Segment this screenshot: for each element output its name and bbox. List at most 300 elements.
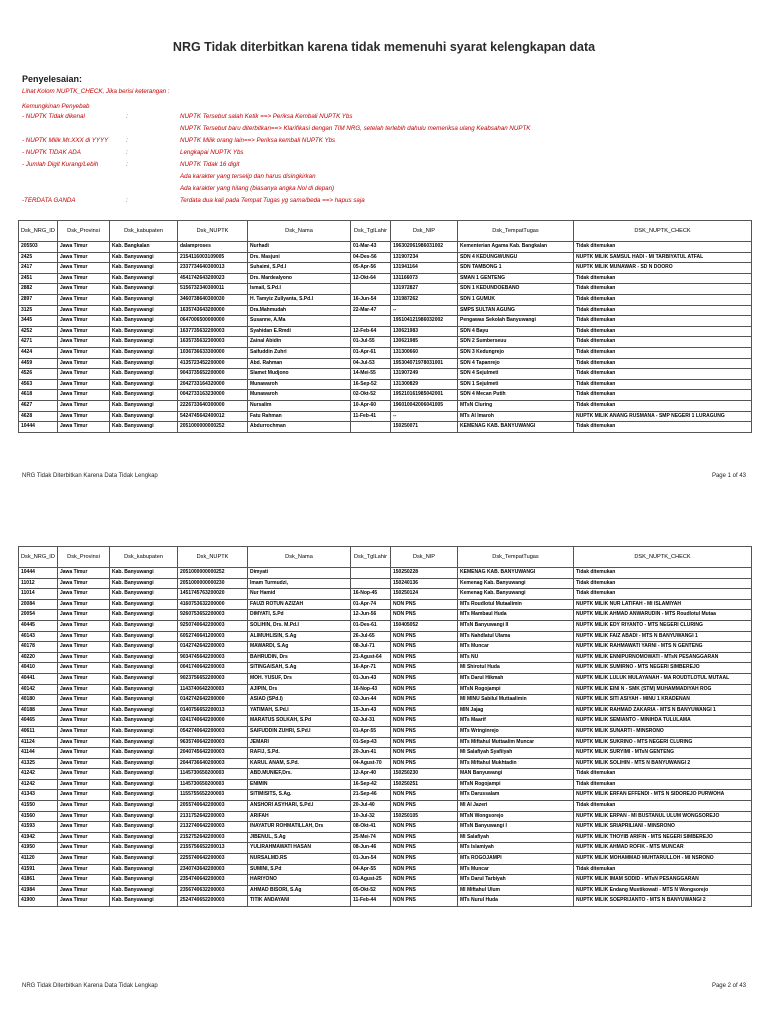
table-row	[19, 379, 752, 390]
table-cell: NURSALMD.RS	[248, 854, 351, 865]
table-cell: 11-Feb-41	[351, 411, 391, 422]
table-cell: 01-Agust-25	[351, 875, 391, 886]
table-cell: KARUL ANAM, S.Pd.	[248, 758, 351, 769]
table-cell: 41242	[19, 769, 58, 780]
table-row	[19, 811, 752, 822]
table-cell: 6052740641200003	[178, 631, 248, 642]
table-cell: Saifuddin Zuhri	[248, 347, 351, 358]
table-row	[19, 411, 752, 422]
table-cell: 5424745642400012	[178, 411, 248, 422]
table-cell: 1635735632300003	[178, 337, 248, 348]
table-row	[19, 568, 752, 579]
table-cell: 4271	[19, 337, 58, 348]
table-cell: 20-Jul-40	[351, 801, 391, 812]
table-cell: 2044736640200003	[178, 758, 248, 769]
table-cell: 4627	[19, 400, 58, 411]
table-cell: 11014	[19, 589, 58, 600]
table-cell: 40445	[19, 620, 58, 631]
table-cell: SDN 4 Sejulmeti	[458, 369, 574, 380]
table-cell: DIMYATI, S.Pd	[248, 610, 351, 621]
table-cell: 0542740642200003	[178, 726, 248, 737]
table-cell: 4424	[19, 347, 58, 358]
table-cell: 05-Apr-56	[351, 263, 391, 274]
table-row	[19, 896, 752, 907]
table-cell: NUPTK MILIK SEMIANTO - MINIHDA TULULAMA	[574, 716, 752, 727]
table-cell: Munawaroh	[248, 379, 351, 390]
table-cell: 131941164	[391, 263, 458, 274]
table-cell: 0140756652200013	[178, 705, 248, 716]
nrg-table-page-1	[18, 220, 752, 433]
table-row	[19, 885, 752, 896]
note-r4-label: - Jumlah Digit Kurang/Lebih	[22, 161, 99, 168]
table-cell: Suhaimi, S.Pd.I	[248, 263, 351, 274]
table-cell: 2897	[19, 294, 58, 305]
table-cell: MTs ROGOJAMPI	[458, 854, 574, 865]
table-cell: Abdurrochman	[248, 422, 351, 433]
table-cell: Jawa Timur	[58, 242, 110, 253]
table-cell: Tidak ditemukan	[574, 284, 752, 295]
table-cell: NUPTK MILIK FAIZ ABADI - MTS N BANYUWANGI 1	[574, 631, 752, 642]
table-cell: MI Salafiyah Syafiiyah	[458, 748, 574, 759]
table-cell: Nur Hamid	[248, 589, 351, 600]
note-r2-text: NUPTK Milik orang lain==> Periksa kembali NUPTK Ybs	[180, 137, 336, 144]
table-cell: NON PNS	[391, 758, 458, 769]
table-cell: 21-Agust-64	[351, 652, 391, 663]
table-cell: 01-Jun-54	[351, 854, 391, 865]
table-cell: Kab. Banyuwangi	[110, 748, 178, 759]
table-cell: 41343	[19, 790, 58, 801]
table-cell: Jawa Timur	[58, 790, 110, 801]
table-row	[19, 822, 752, 833]
table-cell: 22-Mar-47	[351, 305, 391, 316]
table-cell: 41325	[19, 758, 58, 769]
table-cell: NUPTK MILIK SUNARTI - MINSRONO	[574, 726, 752, 737]
table-cell: 9034745642200003	[178, 652, 248, 663]
table-cell: Kab. Banyuwangi	[110, 684, 178, 695]
table-cell: 2425	[19, 252, 58, 263]
table-cell: MTs NU	[458, 652, 574, 663]
note-r3-text: Lengkapai NUPTK Ybs	[180, 149, 244, 156]
table-cell: NUPTK MILIK MUNAWAR - SD N DOORO	[574, 263, 752, 274]
table-cell: 40465	[19, 716, 58, 727]
table-cell: Jawa Timur	[58, 273, 110, 284]
table-cell: 130621985	[391, 337, 458, 348]
note-r5-colon: :	[126, 197, 128, 204]
table-cell: Kab. Banyuwangi	[110, 620, 178, 631]
section-heading: Penyelesaian:	[22, 74, 83, 84]
table-cell: NUPTK MILIK IMAM SODID - MTsN PESANGGARAN	[574, 875, 752, 886]
note-r1-colon: :	[126, 113, 128, 120]
table-cell: 12-Jun-56	[351, 610, 391, 621]
table-cell: 08-Okt-41	[351, 822, 391, 833]
table-cell: Tidak ditemukan	[574, 422, 752, 433]
table-cell: 10-Apr-60	[351, 400, 391, 411]
column-header: Dsk_TempatTugas	[458, 221, 574, 242]
table-cell: KEMENAG KAB. BANYUWANGI	[458, 568, 574, 579]
table-cell: 41950	[19, 843, 58, 854]
table-cell: SMAN 1 GENTENG	[458, 273, 574, 284]
table-row	[19, 832, 752, 843]
table-cell: Kab. Banyuwangi	[110, 379, 178, 390]
table-cell: --	[391, 411, 458, 422]
table-cell: AJIPIN, Drs	[248, 684, 351, 695]
table-cell: NON PNS	[391, 737, 458, 748]
table-cell: NUPTK MILIK NUR LATIFAH - MI ISLAMIYAH	[574, 599, 752, 610]
table-cell: 130621983	[391, 326, 458, 337]
table-cell: Jawa Timur	[58, 854, 110, 865]
table-cell: Jawa Timur	[58, 578, 110, 589]
table-cell: Tidak ditemukan	[574, 316, 752, 327]
table-cell: SDN 2 Sumberseuu	[458, 337, 574, 348]
table-row	[19, 801, 752, 812]
column-header: Dsk_kabupaten	[110, 221, 178, 242]
table-cell: Nurhadi	[248, 242, 351, 253]
table-row	[19, 642, 752, 653]
table-cell: MIN Jajag	[458, 705, 574, 716]
table-row	[19, 610, 752, 621]
table-cell: 41560	[19, 811, 58, 822]
table-cell: FAUZI ROTUN AZIZAH	[248, 599, 351, 610]
table-cell: 10444	[19, 422, 58, 433]
table-cell: 41550	[19, 801, 58, 812]
note-r4b-text: Ada karakter yang terselip dan harus disingkirkan	[180, 173, 316, 180]
table-cell: NON PNS	[391, 652, 458, 663]
table-row	[19, 263, 752, 274]
table-cell: Jawa Timur	[58, 294, 110, 305]
table-cell: 150250105	[391, 811, 458, 822]
table-cell: 12-Apr-40	[351, 769, 391, 780]
table-cell: Kab. Banyuwangi	[110, 337, 178, 348]
table-cell: 150405052	[391, 620, 458, 631]
table-row	[19, 663, 752, 674]
note-r4c-text: Ada karakter yang hilang (biasanya angka Nol di depan)	[180, 185, 335, 192]
table-cell: 4459	[19, 358, 58, 369]
table-cell: 41861	[19, 875, 58, 886]
table-row	[19, 631, 752, 642]
table-cell: Tidak ditemukan	[574, 779, 752, 790]
table-cell: NUPTK MILIK RAHMAD ZAKARIA - MTS N BANYUWANGI 1	[574, 705, 752, 716]
table-cell: NON PNS	[391, 673, 458, 684]
document-page-2	[0, 524, 768, 1024]
table-cell: 01-Apr-74	[351, 599, 391, 610]
table-row	[19, 864, 752, 875]
table-cell: 1036736633300000	[178, 347, 248, 358]
table-cell: 41900	[19, 896, 58, 907]
table-row	[19, 790, 752, 801]
column-header: DSK_NUPTK_CHECK	[574, 221, 752, 242]
table-cell: Kab. Banyuwangi	[110, 642, 178, 653]
table-cell: Jawa Timur	[58, 316, 110, 327]
table-cell: 0647006500000000	[178, 316, 248, 327]
table-cell: 4628	[19, 411, 58, 422]
table-cell: 10444	[19, 568, 58, 579]
table-cell: Jawa Timur	[58, 779, 110, 790]
table-cell: 14-Mei-55	[351, 369, 391, 380]
table-cell: Kab. Banyuwangi	[110, 305, 178, 316]
table-cell: Jawa Timur	[58, 390, 110, 401]
page-gap	[0, 498, 768, 524]
table-cell: SITIMISITS, S.Ag.	[248, 790, 351, 801]
table-cell: JIBENUL, S.Ag	[248, 832, 351, 843]
table-row	[19, 684, 752, 695]
table-cell: Kab. Banyuwangi	[110, 832, 178, 843]
table-cell: 0041740642200003	[178, 663, 248, 674]
table-cell: 0042733163230000	[178, 390, 248, 401]
table-cell: Jawa Timur	[58, 695, 110, 706]
table-cell: MI MINU Sabilul Muttaalimin	[458, 695, 574, 706]
table-cell: NUPTK MILIK ERFAN EFFENDI - MTS N SIDOREJO PURWOHA	[574, 790, 752, 801]
table-cell: Jawa Timur	[58, 748, 110, 759]
table-cell: NON PNS	[391, 642, 458, 653]
table-row	[19, 422, 752, 433]
note-r3-colon: :	[126, 149, 128, 156]
table-cell: NON PNS	[391, 684, 458, 695]
table-cell: 01-Mar-43	[351, 242, 391, 253]
table-row	[19, 599, 752, 610]
note-kemungkinan: Kemungkinan Penyebab	[22, 103, 90, 110]
table-cell: 1637735632200003	[178, 326, 248, 337]
table-cell: MTs Roudlotul Mutaalimin	[458, 599, 574, 610]
table-cell: Kab. Banyuwangi	[110, 811, 178, 822]
note-r3-label: - NUPTK TIDAK ADA	[22, 149, 81, 156]
table-cell: 131987262	[391, 294, 458, 305]
table-cell: Drs. Masjuni	[248, 252, 351, 263]
table-cell: Jawa Timur	[58, 896, 110, 907]
table-cell: NON PNS	[391, 695, 458, 706]
table-cell: SDN TAMBONG 1	[458, 263, 574, 274]
table-row	[19, 305, 752, 316]
table-cell: SDN 1 Sejulmeti	[458, 379, 574, 390]
table-cell: Jawa Timur	[58, 369, 110, 380]
table-cell: MTsN Cluring	[458, 400, 574, 411]
table-cell: 41242	[19, 779, 58, 790]
table-cell: 40143	[19, 631, 58, 642]
table-cell: MTs Miftahul Mukhtadin	[458, 758, 574, 769]
page-number: Page 1 of 43	[711, 473, 746, 479]
table-cell: Jawa Timur	[58, 358, 110, 369]
table-cell: 40441	[19, 673, 58, 684]
table-cell: dalamproses	[178, 242, 248, 253]
table-cell: MTs Darul Tarbiyah	[458, 875, 574, 886]
table-cell: 5156732340300011	[178, 284, 248, 295]
table-cell: Jawa Timur	[58, 663, 110, 674]
table-cell: Jawa Timur	[58, 337, 110, 348]
table-cell: Jawa Timur	[58, 347, 110, 358]
table-cell: Jawa Timur	[58, 737, 110, 748]
table-row	[19, 779, 752, 790]
table-cell: 02-Jun-44	[351, 695, 391, 706]
table-cell: Tidak ditemukan	[574, 578, 752, 589]
table-cell: ABD.MUNIEF,Drs.	[248, 769, 351, 780]
table-cell: Tidak ditemukan	[574, 568, 752, 579]
table-cell: Tidak ditemukan	[574, 801, 752, 812]
table-cell: Tidak ditemukan	[574, 347, 752, 358]
table-cell: Jawa Timur	[58, 758, 110, 769]
table-cell: Tidak ditemukan	[574, 326, 752, 337]
table-cell: Kab. Banyuwangi	[110, 411, 178, 422]
table-cell: 02-Okt-52	[351, 390, 391, 401]
table-cell: Kab. Banyuwangi	[110, 578, 178, 589]
table-cell: NON PNS	[391, 822, 458, 833]
table-cell: Kab. Banyuwangi	[110, 252, 178, 263]
table-row	[19, 589, 752, 600]
table-cell: NUPTK MILIK ERPAN - MI BUSTANUL ULUM WONGSOREJO	[574, 811, 752, 822]
note-r4-text: NUPTK Tidak 16 digit	[180, 161, 240, 168]
table-row	[19, 294, 752, 305]
table-cell: MTs Nahdlatul Ulama	[458, 631, 574, 642]
table-row	[19, 578, 752, 589]
table-row	[19, 242, 752, 253]
table-row	[19, 758, 752, 769]
table-cell: 41942	[19, 832, 58, 843]
table-cell: Munawaroh	[248, 390, 351, 401]
table-cell: 2154116003109005	[178, 252, 248, 263]
column-header: Dsk_NRG_ID	[19, 547, 58, 568]
table-cell: 40178	[19, 642, 58, 653]
table-row	[19, 716, 752, 727]
table-cell: NON PNS	[391, 726, 458, 737]
table-cell: Jawa Timur	[58, 705, 110, 716]
table-cell: TITIK ANDAYANI	[248, 896, 351, 907]
table-cell: Kab. Banyuwangi	[110, 663, 178, 674]
table-cell: Kab. Banyuwangi	[110, 875, 178, 886]
table-cell: Jawa Timur	[58, 811, 110, 822]
table-cell: MTs Al Imaroh	[458, 411, 574, 422]
column-header: Dsk_NRG_ID	[19, 221, 58, 242]
note-r2-label: - NUPTK Milik Mr.XXX di YYYY	[22, 137, 109, 144]
table-cell: Jawa Timur	[58, 379, 110, 390]
table-cell: MTs Maarif	[458, 716, 574, 727]
table-cell: MTsN Rogojampi	[458, 684, 574, 695]
table-cell: Kab. Banyuwangi	[110, 347, 178, 358]
table-cell: NON PNS	[391, 663, 458, 674]
table-cell: 12-Feb-64	[351, 326, 391, 337]
table-cell: 150250071	[391, 422, 458, 433]
table-cell: MTsN Banyuwangi I	[458, 822, 574, 833]
page-number: Page 2 of 43	[711, 983, 746, 989]
note-r2-colon: :	[126, 137, 128, 144]
table-cell: Kab. Banyuwangi	[110, 568, 178, 579]
table-cell: MTs Nurul Huda	[458, 896, 574, 907]
table-cell: 11012	[19, 578, 58, 589]
table-cell: Jawa Timur	[58, 610, 110, 621]
table-cell: SDN 1 GUMUK	[458, 294, 574, 305]
table-cell: Kab. Banyuwangi	[110, 358, 178, 369]
table-row	[19, 695, 752, 706]
table-cell: Kab. Banyuwangi	[110, 390, 178, 401]
table-cell: 131907234	[391, 252, 458, 263]
table-cell: Kab. Banyuwangi	[110, 769, 178, 780]
table-row	[19, 273, 752, 284]
table-cell: NON PNS	[391, 610, 458, 621]
table-cell: ALIMUHLISIN, S.Ag	[248, 631, 351, 642]
table-cell: 2882	[19, 284, 58, 295]
table-cell: MTs Darussalam	[458, 790, 574, 801]
table-cell: 40180	[19, 695, 58, 706]
table-cell: Jawa Timur	[58, 864, 110, 875]
table-cell: Nursalim	[248, 400, 351, 411]
table-cell: MTsN Wongsorejo	[458, 811, 574, 822]
table-cell: NON PNS	[391, 748, 458, 759]
table-cell: HARIYONO	[248, 875, 351, 886]
table-cell: Kab. Banyuwangi	[110, 779, 178, 790]
table-cell: Kab. Banyuwangi	[110, 400, 178, 411]
table-cell: 1635743643200000	[178, 305, 248, 316]
table-cell: NUPTK MILIK RAHMAWATI YARNI - MTS N GENTENG	[574, 642, 752, 653]
table-row	[19, 400, 752, 411]
table-cell: 08-Jun-46	[351, 843, 391, 854]
table-row	[19, 769, 752, 780]
table-cell: Ismail, S.Pd.I	[248, 284, 351, 295]
table-row	[19, 843, 752, 854]
table-cell: Jawa Timur	[58, 673, 110, 684]
table-cell: 4160753632200000	[178, 599, 248, 610]
table-cell: Kab. Banyuwangi	[110, 758, 178, 769]
table-cell: MTs Wringinrejo	[458, 726, 574, 737]
table-cell: Jawa Timur	[58, 822, 110, 833]
table-cell: NUPTK MILIK MOHAMMAD MUHTARULLOH - MI NSRONO	[574, 854, 752, 865]
table-cell: NON PNS	[391, 864, 458, 875]
table-cell: Tidak ditemukan	[574, 769, 752, 780]
table-cell: 9260753652200003	[178, 610, 248, 621]
table-cell: 02-Jul-31	[351, 716, 391, 727]
table-cell: 20-Jun-41	[351, 748, 391, 759]
column-header: Dsk_Provinsi	[58, 547, 110, 568]
table-cell: Tidak ditemukan	[574, 400, 752, 411]
table-cell: NUPTK MILIK AHMAD ROFIK - MTS MUNCAR	[574, 843, 752, 854]
table-cell: Fatu Rahman	[248, 411, 351, 422]
nrg-table-page-2	[18, 546, 752, 907]
table-cell: 21-Sep-46	[351, 790, 391, 801]
table-cell: SDN 1 KEDUNDOEBANO	[458, 284, 574, 295]
column-header: Dsk_NUPTK	[178, 547, 248, 568]
table-cell: 11-Feb-44	[351, 896, 391, 907]
table-cell: 205503	[19, 242, 58, 253]
note-r5-text: Terdata dua kali pada Tempat Tugas yg sama/beda ==> hapus saja	[180, 197, 365, 204]
table-cell: 195210161985042001	[391, 390, 458, 401]
table-cell: NUPTK MILIK AHMAD ANWARUDIN - MTS Roudlotul Mutaa	[574, 610, 752, 621]
table-row	[19, 673, 752, 684]
table-cell: MI Miftahul Ulum	[458, 885, 574, 896]
table-cell: 150250228	[391, 568, 458, 579]
table-cell: 2055740642200003	[178, 801, 248, 812]
table-cell: Kab. Banyuwangi	[110, 695, 178, 706]
table-header-row	[19, 547, 752, 568]
table-cell: MTs Miftahul Muttaalim Muncar	[458, 737, 574, 748]
table-cell: 0142742642200000	[178, 695, 248, 706]
note-r1b-text: NUPTK Tersebut baru diterbitkan==> Klarifikasi dengan TIM NRG, setelah terlebih dahulu memeriksa ulang Keabsahan NUPTK	[180, 125, 531, 132]
table-cell: NUPTK MILIK SUMIRNO - MTS NEGERI SIMBEREJO	[574, 663, 752, 674]
table-cell: 150240136	[391, 578, 458, 589]
table-cell: 1145730650200003	[178, 769, 248, 780]
table-cell: Pengawas Sekolah Banyuwangi	[458, 316, 574, 327]
table-cell: 16-Sep-52	[351, 379, 391, 390]
table-cell: KEMENAG KAB. BANYUWANGI	[458, 422, 574, 433]
table-cell: 01-Sep-43	[351, 737, 391, 748]
table-cell: Kementerian Agama Kab. Bangkalan	[458, 242, 574, 253]
table-cell: MTsN Rogojampi	[458, 779, 574, 790]
table-cell: Jawa Timur	[58, 642, 110, 653]
table-row	[19, 316, 752, 327]
table-cell: 12-Okt-64	[351, 273, 391, 284]
table-cell: 41120	[19, 854, 58, 865]
table-cell: NUPTK MILIK THOYIB ARIFIN - MTS NEGERI SIMBEREJO	[574, 832, 752, 843]
table-cell: 1155755652200003	[178, 790, 248, 801]
table-cell: Jawa Timur	[58, 599, 110, 610]
table-cell: MTs Muncar	[458, 642, 574, 653]
table-row	[19, 705, 752, 716]
table-cell: Jawa Timur	[58, 411, 110, 422]
